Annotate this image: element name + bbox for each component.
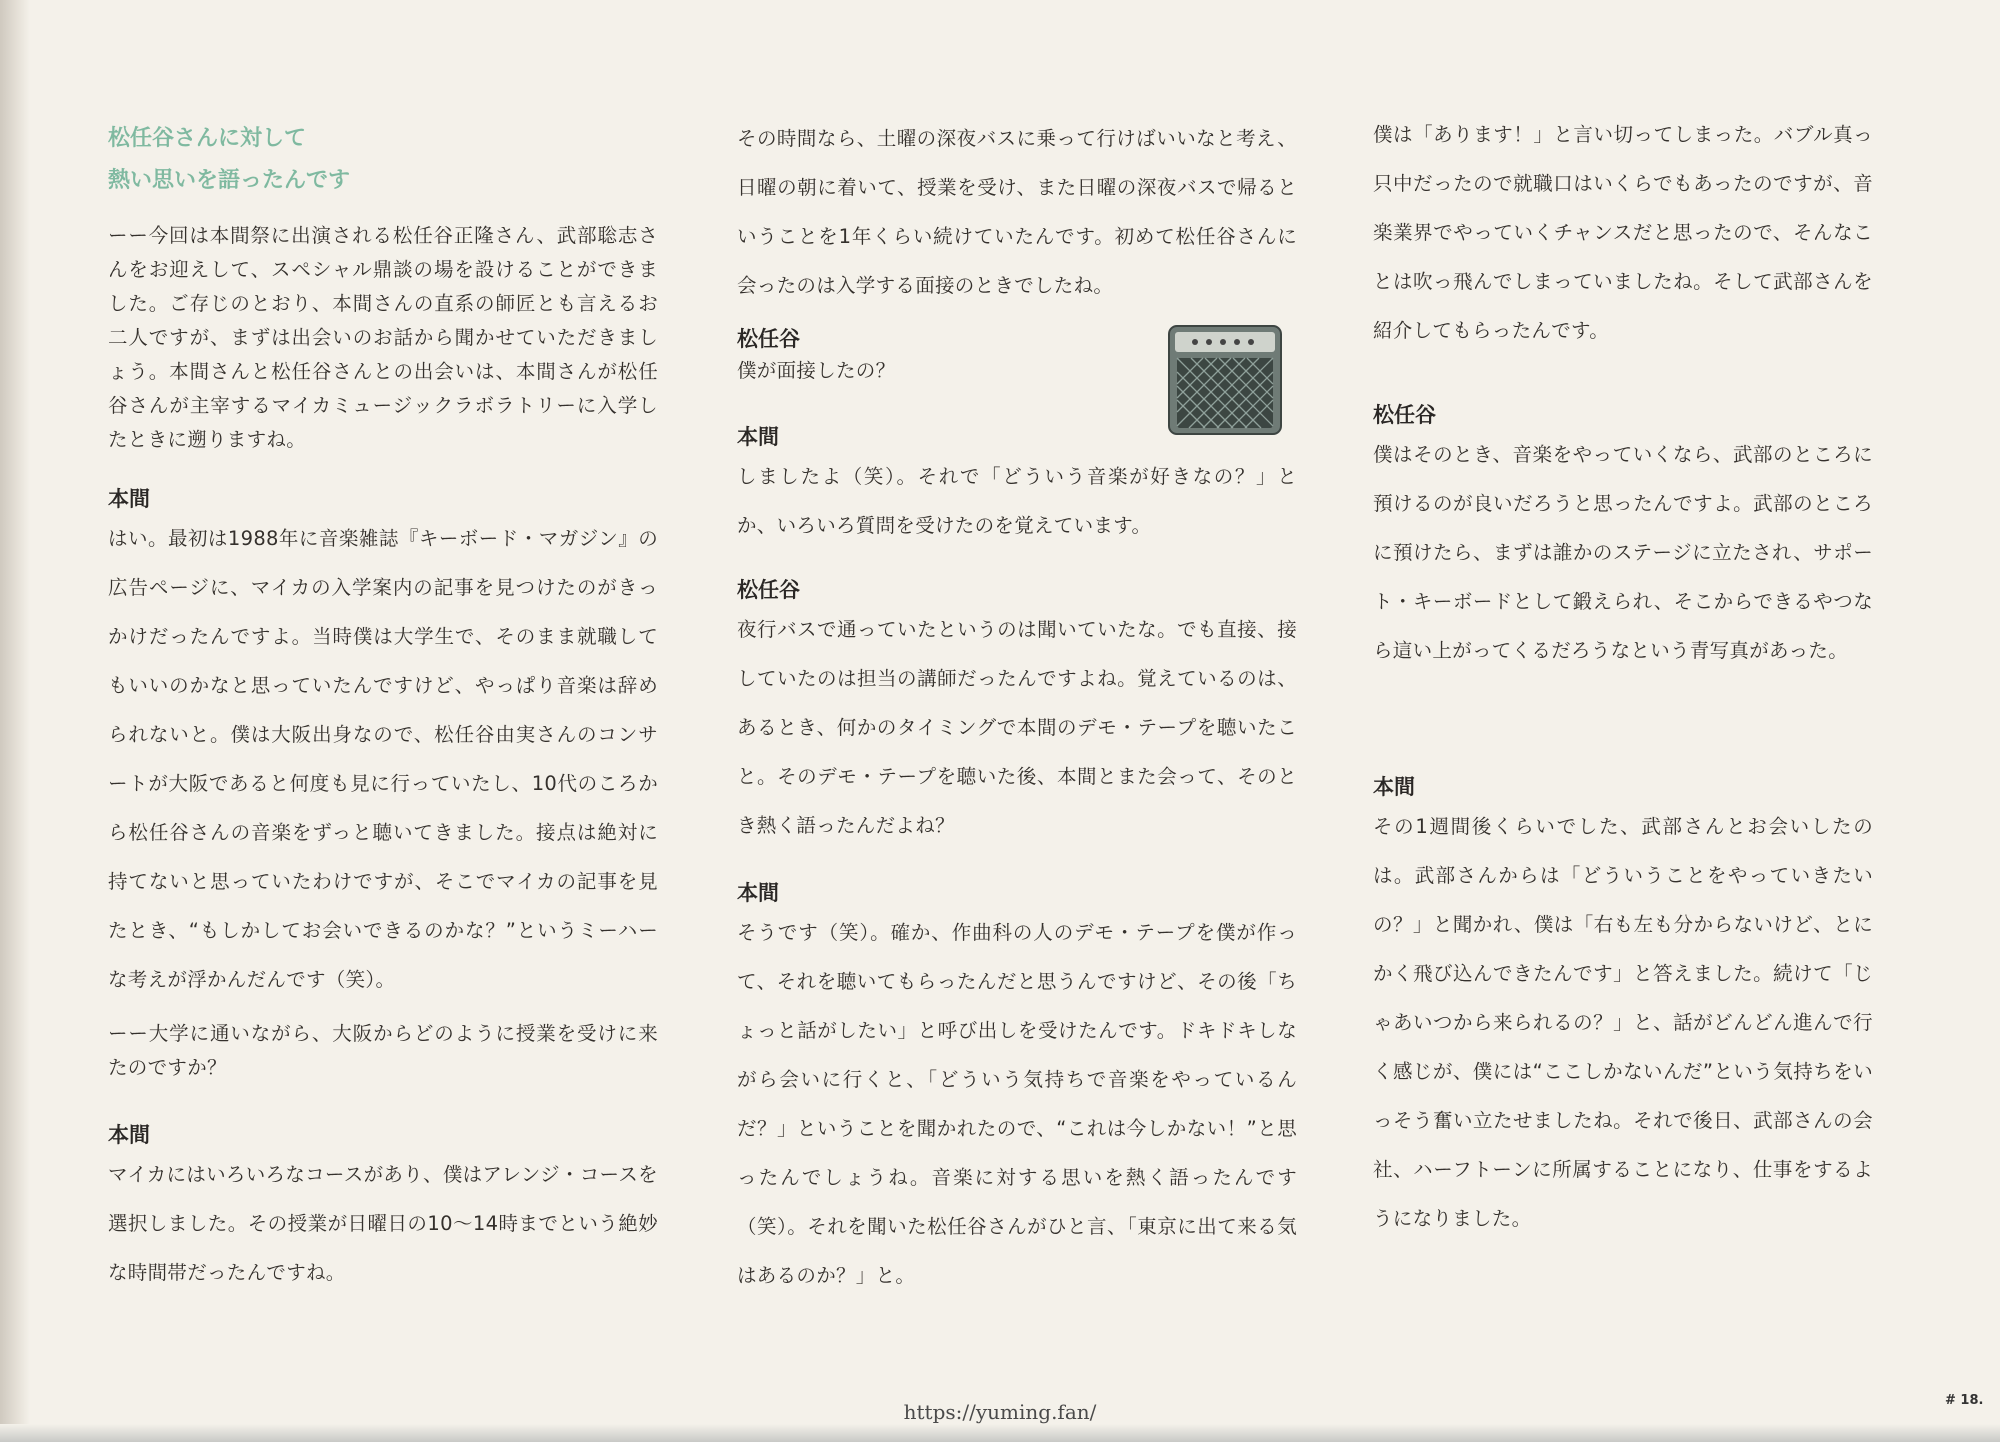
speaker-name: 本間 <box>1373 775 1415 799</box>
speaker-name: 本間 <box>737 881 779 905</box>
dialogue-text: 僕は「あります！」と言い切ってしまった。バブル真っ只中だったので就職口はいくらでもあったのですが、音楽業界でやっていくチャンスだと思ったので、そんなことは吹っ飛んでしまっていましたね。そして武部さんを紹介してもらったんです。 <box>1373 123 1873 342</box>
speaker-name: 本間 <box>108 487 150 511</box>
dialogue-block <box>737 422 1297 550</box>
headline <box>108 118 668 202</box>
dialogue-text: はい。最初は1988年に音楽雑誌『キーボード・マガジン』の広告ページに、マイカの入学案内の記事を見つけたのがきっかけだったんですよ。当時僕は大学生で、そのまま就職してもいいのかなと思っていたんですけど、やっぱり音楽は辞められないと。僕は大阪出身なので、松任谷由実さんのコンサートが大阪であると何度も見に行っていたし、10代のころから松任谷さんの音楽をずっと聴いてきました。接点は絶対に持てないと思っていたわけですが、そこでマイカの記事を見たとき、“もしかしてお会いできるのかな？”というミーハーな考えが浮かんだんです（笑）。 <box>108 527 658 991</box>
dialogue-text: そうです（笑）。確か、作曲科の人のデモ・テープを僕が作って、それを聴いてもらったんだと思うんですけど、その後「ちょっと話がしたい」と呼び出しを受けたんです。ドキドキしながら会いに行くと、「どういう気持ちで音楽をやっているんだ？」ということを聞かれたので、“これは今しかない！”と思ったんでしょうね。音楽に対する思いを熱く語ったんです（笑）。それを聞いた松任谷さんがひと言、「東京に出て来る気はあるのか？」と。 <box>737 921 1297 1287</box>
speaker-name: 松任谷 <box>737 327 800 351</box>
question-text: ーー大学に通いながら、大阪からどのように授業を受けに来たのですか？ <box>108 1022 658 1079</box>
intro-text: ーー今回は本間祭に出演される松任谷正隆さん、武部聡志さんをお迎えして、スペシャル鼎談の場を設けることができました。ご存じのとおり、本間さんの直系の師匠とも言えるお二人ですが、まずは出会いのお話から聞かせていただきましょう。本間さんと松任谷さんとの出会いは、本間さんが松任谷さんが主宰するマイカミュージックラボラトリーに入学したときに遡りますね。 <box>108 224 658 451</box>
dialogue-block <box>1373 772 1873 1243</box>
dialogue-text: マイカにはいろいろなコースがあり、僕はアレンジ・コースを選択しました。その授業が日曜日の10〜14時までという絶妙な時間帯だったんですね。 <box>108 1163 658 1284</box>
guitar-amp-icon <box>1165 320 1285 440</box>
headline-line-1: 松任谷さんに対して <box>108 126 307 151</box>
dialogue-block <box>737 878 1297 1300</box>
dialogue-block <box>737 575 1297 850</box>
dialogue-text: しましたよ（笑）。それで「どういう音楽が好きなの？」とか、いろいろ質問を受けたのを覚えています。 <box>737 465 1297 537</box>
page-bottom-edge <box>0 1424 2000 1442</box>
speaker-name: 松任谷 <box>1373 403 1436 427</box>
question-block <box>108 1017 658 1085</box>
dialogue-block <box>108 484 658 1004</box>
dialogue-block <box>1373 400 1873 675</box>
dialogue-block <box>737 114 1297 310</box>
speaker-name: 本間 <box>108 1123 150 1147</box>
dialogue-block <box>737 324 1157 388</box>
dialogue-text: 夜行バスで通っていたというのは聞いていたな。でも直接、接していたのは担当の講師だったんですよね。覚えているのは、あるとき、何かのタイミングで本間のデモ・テープを聴いたこと。そのデモ・テープを聴いた後、本間とまた会って、そのとき熱く語ったんだよね？ <box>737 618 1297 837</box>
page-number: # 18. <box>1945 1393 1984 1408</box>
dialogue-text: 僕はそのとき、音楽をやっていくなら、武部のところに預けるのが良いだろうと思ったんですよ。武部のところに預けたら、まずは誰かのステージに立たされ、サポート・キーボードとして鍛えられ、そこからできるやつなら這い上がってくるだろうなという青写真があった。 <box>1373 443 1873 662</box>
page-gutter <box>0 0 30 1442</box>
dialogue-block <box>1373 110 1873 355</box>
headline-line-2: 熱い思いを語ったんです <box>108 168 351 193</box>
dialogue-text: 僕が面接したの？ <box>737 359 896 382</box>
source-url: https://yuming.fan/ <box>903 1400 1097 1424</box>
speaker-name: 本間 <box>737 425 779 449</box>
dialogue-text: その時間なら、土曜の深夜バスに乗って行けばいいなと考え、日曜の朝に着いて、授業を受け、また日曜の深夜バスで帰るということを1年くらい続けていたんです。初めて松任谷さんに会ったのは入学する面接のときでしたね。 <box>737 127 1297 297</box>
speaker-name: 松任谷 <box>737 578 800 602</box>
dialogue-block <box>108 1120 658 1297</box>
intro-block <box>108 219 658 457</box>
dialogue-text: その1週間後くらいでした、武部さんとお会いしたのは。武部さんからは「どういうことをやっていきたいの？」と聞かれ、僕は「右も左も分からないけど、とにかく飛び込んできたんです」と答えました。続けて「じゃあいつから来られるの？」と、話がどんどん進んで行く感じが、僕には“ここしかないんだ”という気持ちをいっそう奮い立たせましたね。それで後日、武部さんの会社、ハーフトーンに所属することになり、仕事をするようになりました。 <box>1373 815 1873 1230</box>
